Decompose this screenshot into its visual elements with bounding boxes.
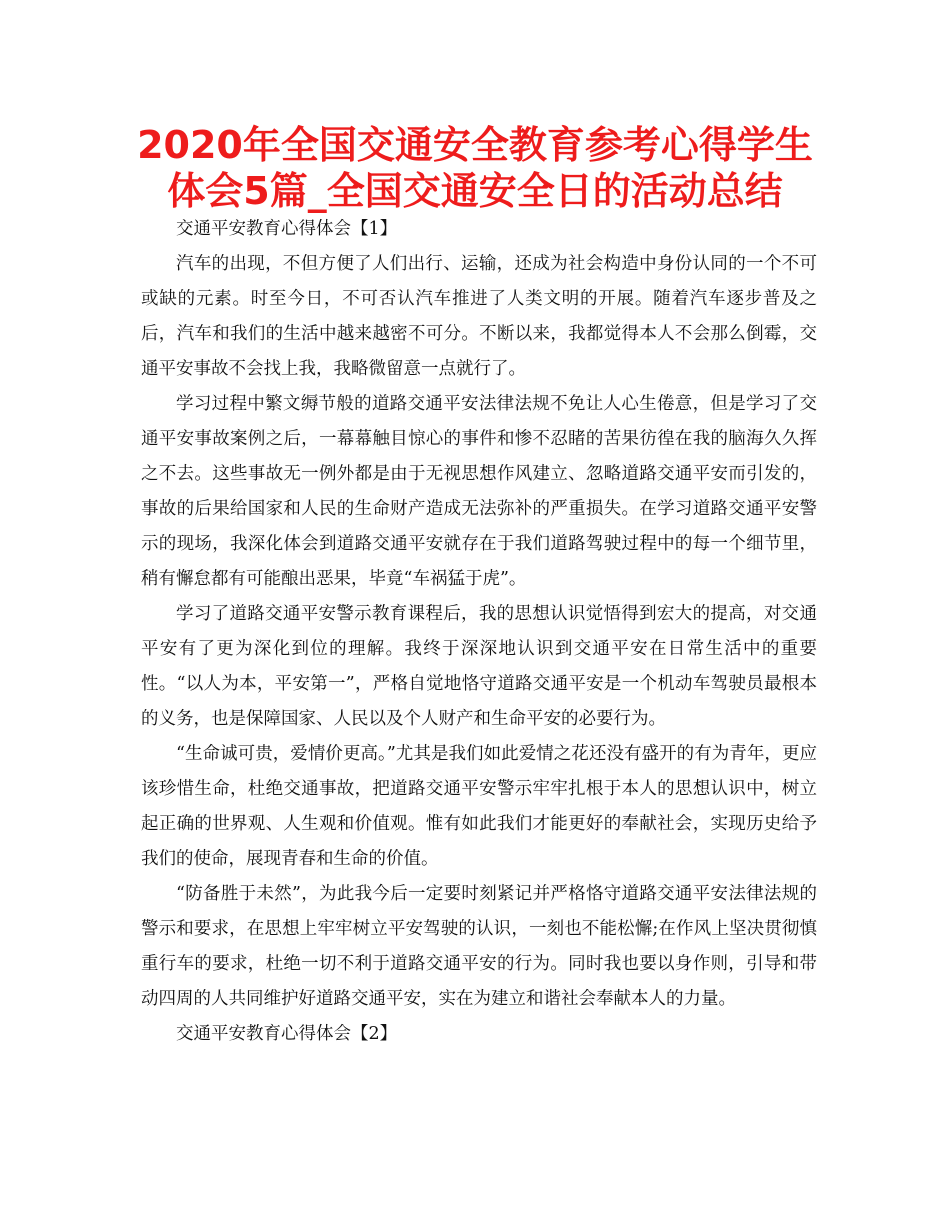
- document-title: 2020年全国交通安全教育参考心得学生体会5篇_全国交通安全日的活动总结: [137, 123, 813, 213]
- paragraph-1: 汽车的出现，不但方便了人们出行、运输，还成为社会构造中身份认同的一个不可或缺的元素。时至今日，不可否认汽车推进了人类文明的开展。随着汽车逐步普及之后，汽车和我们的生活中越来越密不可分。不断以来，我都觉得本人不会那么倒霉，交通平安事故不会找上我，我略微留意一点就行了。: [141, 254, 817, 379]
- paragraph-2: 学习过程中繁文缛节般的道路交通平安法律法规不免让人心生倦意，但是学习了交通平安事故案例之后，一幕幕触目惊心的事件和惨不忍睹的苦果彷徨在我的脑海久久挥之不去。这些事故无一例外都是由于无视思想作风建立、忽略道路交通平安而引发的，事故的后果给国家和人民的生命财产造成无法弥补的严重损失。在学习道路交通平安警示的现场，我深化体会到道路交通平安就存在于我们道路驾驶过程中的每一个细节里，稍有懈怠都有可能酿出恶果，毕竟“车祸猛于虎”。: [141, 394, 817, 589]
- section-heading-1: 交通平安教育心得体会【1】: [176, 219, 398, 239]
- paragraph-5: “防备胜于未然”，为此我今后一定要时刻紧记并严格恪守道路交通平安法律法规的警示和要求，在思想上牢牢树立平安驾驶的认识，一刻也不能松懈;在作风上坚决贯彻慎重行车的要求，杜绝一切不利于道路交通平安的行为。同时我也要以身作则，引导和带动四周的人共同维护好道路交通平安，实在为建立和谐社会奉献本人的力量。: [141, 884, 817, 1009]
- paragraph-3: 学习了道路交通平安警示教育课程后，我的思想认识觉悟得到宏大的提高，对交通平安有了更为深化到位的理解。我终于深深地认识到交通平安在日常生活中的重要性。“以人为本，平安第一”，严格自觉地恪守道路交通平安是一个机动车驾驶员最根本的义务，也是保障国家、人民以及个人财产和生命平安的必要行为。: [141, 604, 817, 729]
- section-heading-2: 交通平安教育心得体会【2】: [176, 1024, 398, 1044]
- paragraph-4: “生命诚可贵，爱情价更高。”尤其是我们如此爱情之花还没有盛开的有为青年，更应该珍惜生命，杜绝交通事故，把道路交通平安警示牢牢扎根于本人的思想认识中，树立起正确的世界观、人生观和价值观。惟有如此我们才能更好的奉献社会，实现历史给予我们的使命，展现青春和生命的价值。: [141, 744, 817, 869]
- document-body: [141, 212, 817, 1052]
